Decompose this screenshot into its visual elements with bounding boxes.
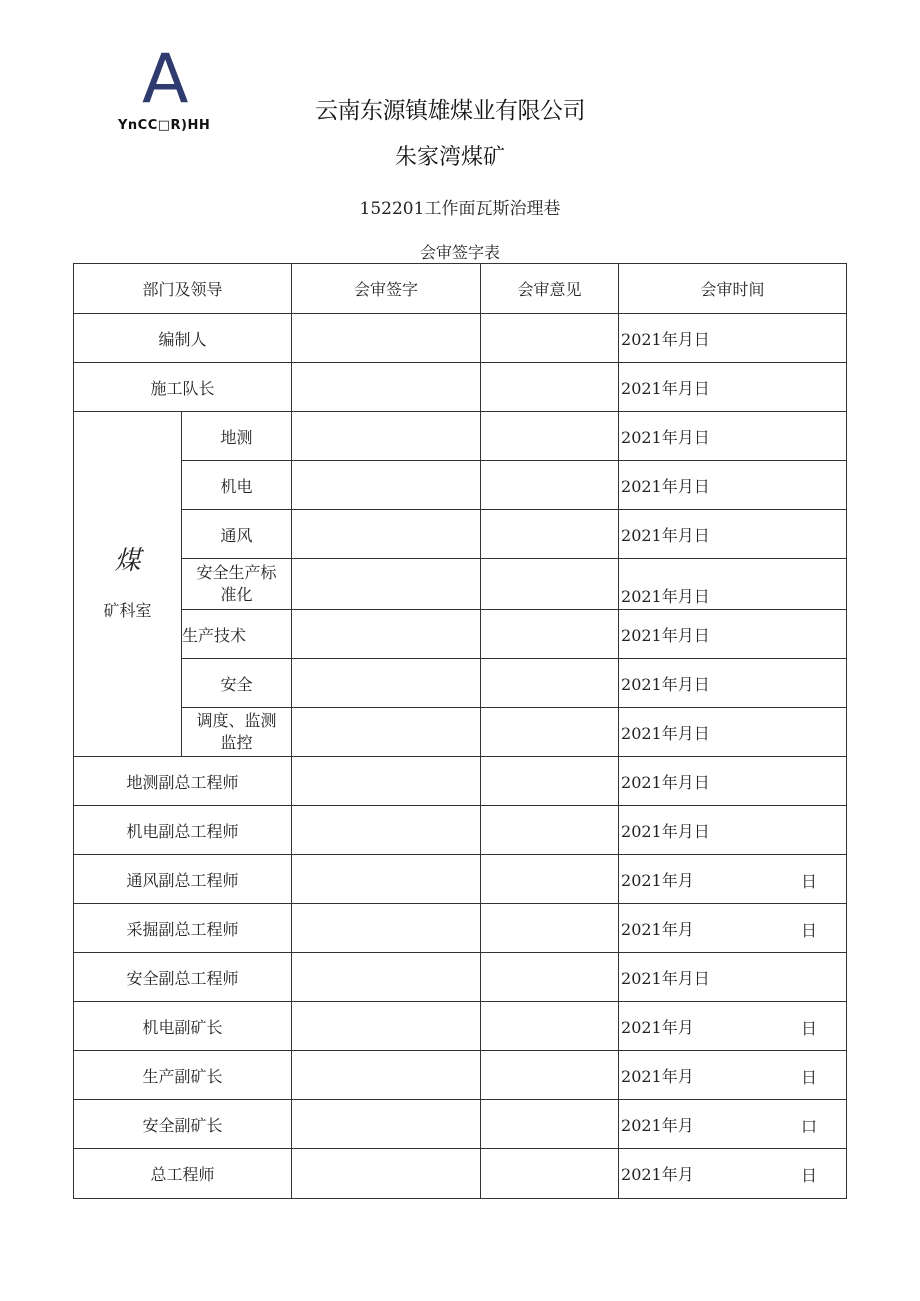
opinion-cell[interactable] — [481, 461, 619, 510]
column-header-time: 会审时间 — [619, 264, 847, 314]
row-name-line1: 安全生产标 — [196, 563, 277, 582]
table-row — [74, 412, 847, 461]
day-text: 日 — [801, 1019, 818, 1038]
date-text: 2021年月日 — [621, 329, 710, 349]
opinion-cell[interactable] — [481, 855, 619, 904]
row-name — [182, 708, 292, 757]
row-name: 施工队长 — [74, 363, 292, 412]
table-row — [74, 1051, 847, 1100]
row-name: 安全 — [182, 659, 292, 708]
row-name: 编制人 — [74, 314, 292, 363]
table-row — [74, 904, 847, 953]
table-row — [74, 559, 847, 610]
signature-table — [73, 263, 847, 1199]
date-cell[interactable] — [619, 1051, 847, 1100]
company-logo — [118, 40, 228, 138]
row-name: 通风 — [182, 510, 292, 559]
table-row — [74, 363, 847, 412]
logo-text: YnCC□R)HH — [118, 118, 211, 133]
signature-cell[interactable] — [292, 904, 481, 953]
signature-cell[interactable] — [292, 757, 481, 806]
table-row — [74, 855, 847, 904]
date-text: 2021年月 — [621, 1066, 694, 1086]
signature-cell[interactable] — [292, 461, 481, 510]
row-name: 地测副总工程师 — [74, 757, 292, 806]
group-big-char: 煤 — [114, 546, 141, 576]
table-row — [74, 806, 847, 855]
table-header-row — [74, 264, 847, 314]
signature-cell[interactable] — [292, 806, 481, 855]
opinion-cell[interactable] — [481, 559, 619, 610]
column-header-department: 部门及领导 — [74, 264, 292, 314]
date-text: 2021年月日 — [621, 821, 710, 841]
opinion-cell[interactable] — [481, 610, 619, 659]
day-text: 日 — [801, 1068, 818, 1087]
date-text: 2021年月日 — [621, 968, 710, 988]
group-label: 矿科室 — [103, 601, 152, 620]
date-cell[interactable] — [619, 708, 847, 757]
table-row — [74, 757, 847, 806]
table-row — [74, 510, 847, 559]
date-cell[interactable] — [619, 314, 847, 363]
table-row — [74, 461, 847, 510]
table-row — [74, 1100, 847, 1149]
document-title: 152201工作面瓦斯治理巷 — [359, 199, 561, 219]
row-name: 机电 — [182, 461, 292, 510]
opinion-cell[interactable] — [481, 806, 619, 855]
row-name — [182, 559, 292, 610]
opinion-cell[interactable] — [481, 1051, 619, 1100]
date-cell[interactable] — [619, 510, 847, 559]
date-cell[interactable] — [619, 1149, 847, 1199]
signature-cell[interactable] — [292, 559, 481, 610]
opinion-cell[interactable] — [481, 757, 619, 806]
column-header-signature: 会审签字 — [292, 264, 481, 314]
date-text: 2021年月日 — [621, 587, 710, 606]
date-cell[interactable] — [619, 806, 847, 855]
opinion-cell[interactable] — [481, 953, 619, 1002]
day-text: 日 — [801, 1166, 818, 1185]
opinion-cell[interactable] — [481, 314, 619, 363]
day-text: 日 — [801, 921, 818, 940]
table-row — [74, 708, 847, 757]
date-cell[interactable] — [619, 855, 847, 904]
table-row — [74, 314, 847, 363]
date-text: 2021年月日 — [621, 476, 710, 496]
signature-cell[interactable] — [292, 1100, 481, 1149]
department-group-cell — [74, 412, 182, 757]
row-name: 生产技术 — [182, 610, 292, 659]
signature-cell[interactable] — [292, 659, 481, 708]
opinion-cell[interactable] — [481, 363, 619, 412]
day-text: 日 — [801, 872, 818, 891]
row-name-line2: 监控 — [220, 733, 253, 752]
row-name: 采掘副总工程师 — [74, 904, 292, 953]
date-text: 2021年月日 — [621, 625, 710, 645]
signature-cell[interactable] — [292, 314, 481, 363]
signature-cell[interactable] — [292, 953, 481, 1002]
date-text: 2021年月日 — [621, 723, 710, 743]
date-cell[interactable] — [619, 659, 847, 708]
table-row — [74, 659, 847, 708]
signature-cell[interactable] — [292, 363, 481, 412]
column-header-opinion: 会审意见 — [481, 264, 619, 314]
mine-name: 朱家湾煤矿 — [394, 145, 505, 170]
row-name: 机电副矿长 — [74, 1002, 292, 1051]
table-row — [74, 610, 847, 659]
date-cell[interactable] — [619, 559, 847, 610]
form-title: 会审签字表 — [419, 243, 500, 262]
table-row — [74, 1002, 847, 1051]
opinion-cell[interactable] — [481, 708, 619, 757]
date-text: 2021年月 — [621, 1115, 694, 1135]
row-name: 总工程师 — [74, 1149, 292, 1199]
signature-cell[interactable] — [292, 510, 481, 559]
date-text: 2021年月 — [621, 919, 694, 939]
row-name: 安全副总工程师 — [74, 953, 292, 1002]
date-cell[interactable] — [619, 1100, 847, 1149]
row-name: 机电副总工程师 — [74, 806, 292, 855]
opinion-cell[interactable] — [481, 510, 619, 559]
logo-letter: A — [142, 40, 189, 119]
date-cell[interactable] — [619, 757, 847, 806]
opinion-cell[interactable] — [481, 1002, 619, 1051]
date-text: 2021年月日 — [621, 525, 710, 545]
date-cell[interactable] — [619, 610, 847, 659]
signature-cell[interactable] — [292, 610, 481, 659]
date-cell[interactable] — [619, 461, 847, 510]
row-name-line1: 调度、监测 — [196, 711, 277, 730]
row-name: 安全副矿长 — [74, 1100, 292, 1149]
table-row — [74, 953, 847, 1002]
signature-cell[interactable] — [292, 1051, 481, 1100]
signature-cell[interactable] — [292, 1149, 481, 1199]
signature-cell[interactable] — [292, 1002, 481, 1051]
date-cell[interactable] — [619, 363, 847, 412]
signature-cell[interactable] — [292, 708, 481, 757]
company-name: 云南东源镇雄煤业有限公司 — [315, 98, 585, 124]
day-text: 口 — [801, 1117, 818, 1136]
signature-cell[interactable] — [292, 855, 481, 904]
date-text: 2021年月 — [621, 1165, 694, 1184]
opinion-cell[interactable] — [481, 659, 619, 708]
opinion-cell[interactable] — [481, 904, 619, 953]
date-text: 2021年月日 — [621, 427, 710, 447]
date-cell[interactable] — [619, 412, 847, 461]
date-text: 2021年月日 — [621, 674, 710, 694]
date-cell[interactable] — [619, 953, 847, 1002]
table-row — [74, 1149, 847, 1199]
row-name: 生产副矿长 — [74, 1051, 292, 1100]
date-cell[interactable] — [619, 1002, 847, 1051]
date-text: 2021年月 — [621, 870, 694, 890]
signature-cell[interactable] — [292, 412, 481, 461]
date-text: 2021年月日 — [621, 378, 710, 398]
opinion-cell[interactable] — [481, 1100, 619, 1149]
date-text: 2021年月 — [621, 1017, 694, 1037]
opinion-cell[interactable] — [481, 1149, 619, 1199]
date-cell[interactable] — [619, 904, 847, 953]
row-name-line2: 准化 — [220, 585, 253, 604]
date-text: 2021年月日 — [621, 772, 710, 792]
row-name: 通风副总工程师 — [74, 855, 292, 904]
opinion-cell[interactable] — [481, 412, 619, 461]
row-name: 地测 — [182, 412, 292, 461]
